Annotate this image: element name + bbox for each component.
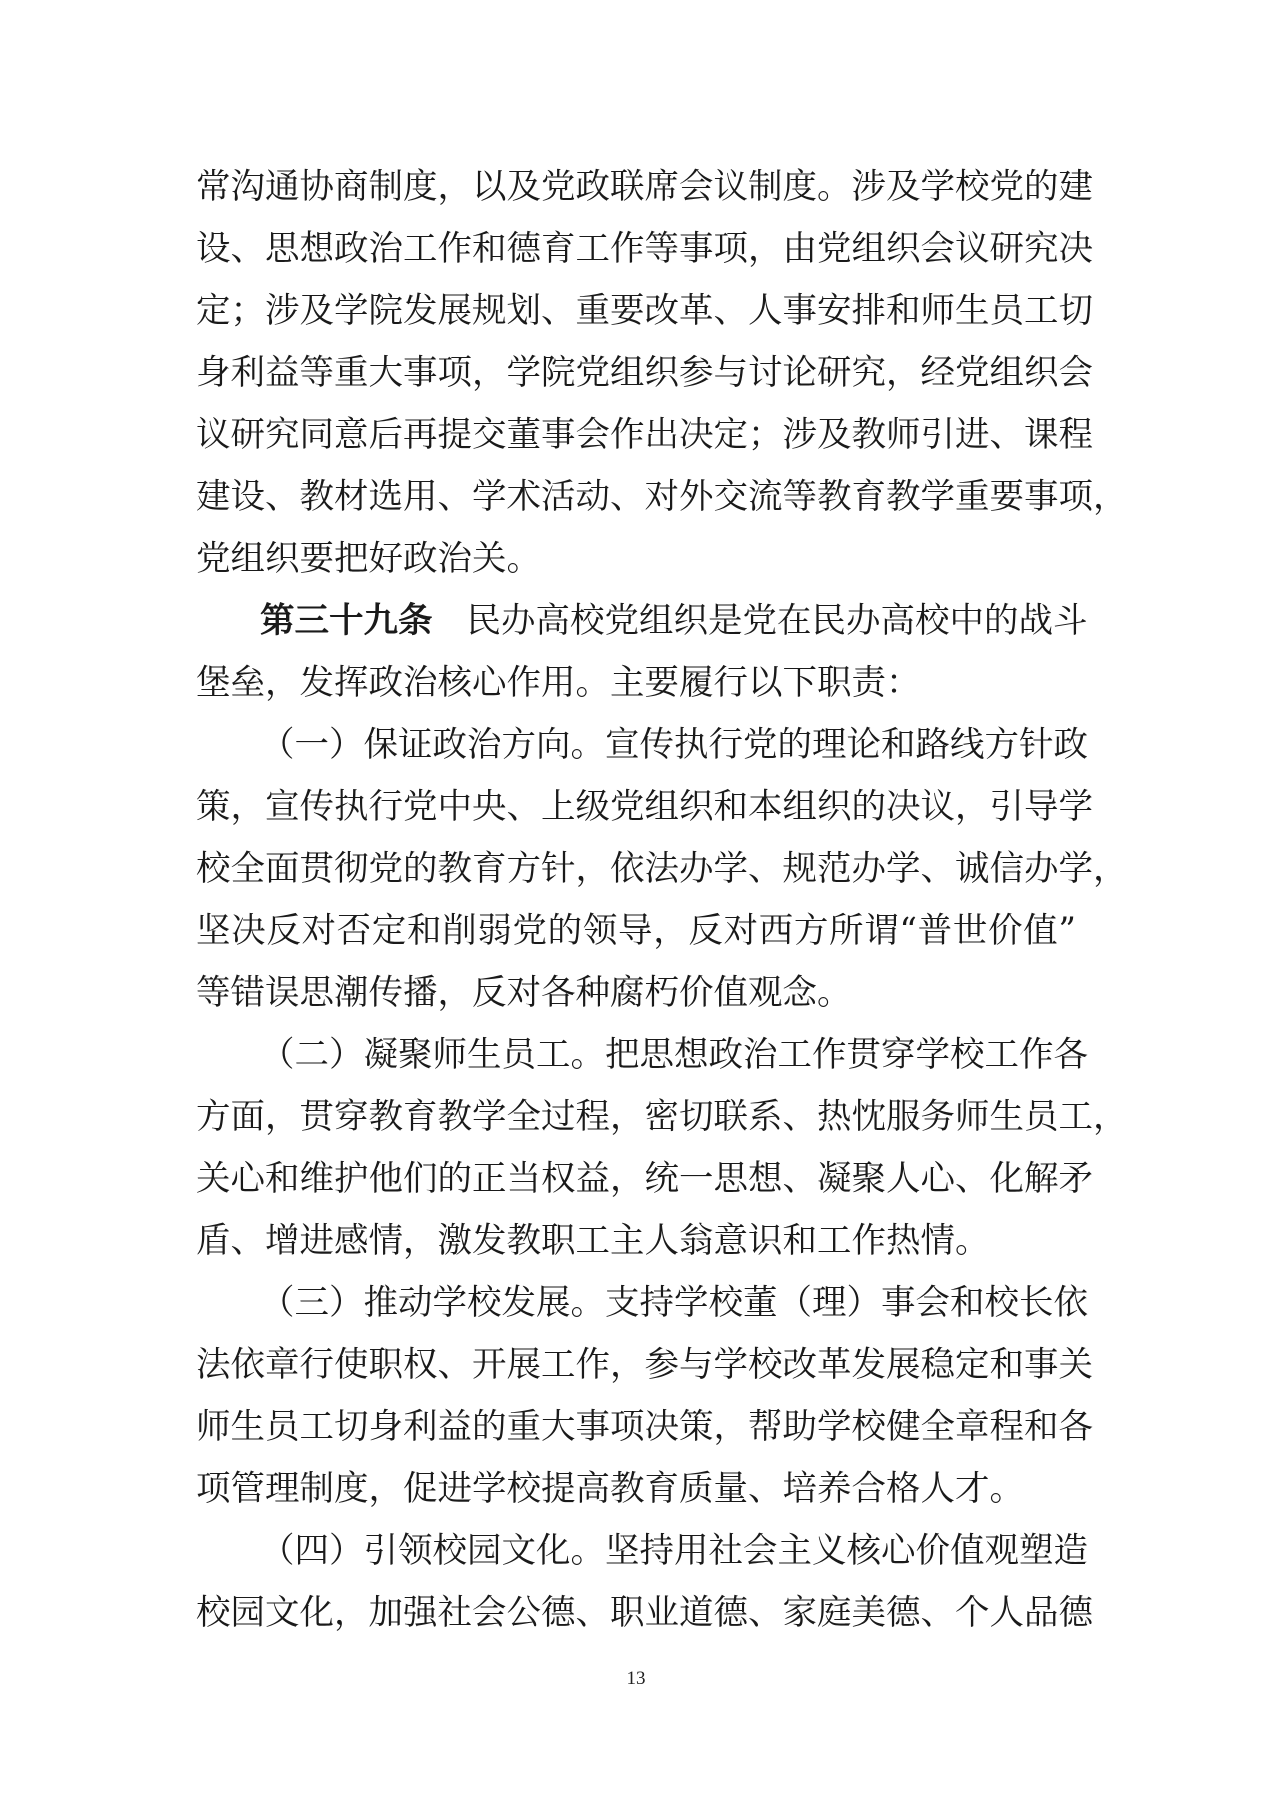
paragraph-line: 民办高校党组织是党在民办高校中的战斗	[466, 601, 1088, 641]
paragraph-line: （二）凝聚师生员工。把思想政治工作贯穿学校工作各	[260, 1035, 1088, 1075]
paragraph-line: 法依章行使职权、开展工作，参与学校改革发展稳定和事关	[196, 1345, 1093, 1385]
paragraph-line: （一）保证政治方向。宣传执行党的理论和路线方针政	[260, 725, 1088, 765]
paragraph-line: 关心和维护他们的正当权益，统一思想、凝聚人心、化解矛	[196, 1159, 1093, 1199]
paragraph-line: 建设、教材选用、学术活动、对外交流等教育教学重要事项，	[196, 477, 1128, 517]
paragraph-line: 等错误思潮传播，反对各种腐朽价值观念。	[196, 973, 852, 1013]
paragraph-line: 盾、增进感情，激发教职工主人翁意识和工作热情。	[196, 1221, 990, 1261]
paragraph-line: 师生员工切身利益的重大事项决策，帮助学校健全章程和各	[196, 1407, 1093, 1447]
article-heading: 第三十九条	[260, 601, 433, 641]
page-number: 13	[626, 1668, 646, 1689]
paragraph-line: （三）推动学校发展。支持学校董（理）事会和校长依	[260, 1283, 1088, 1323]
paragraph-line: 议研究同意后再提交董事会作出决定；涉及教师引进、课程	[196, 415, 1093, 455]
paragraph-line: 党组织要把好政治关。	[196, 539, 541, 579]
paragraph-line: 身利益等重大事项，学院党组织参与讨论研究，经党组织会	[196, 353, 1093, 393]
article-first-line	[260, 601, 1088, 641]
paragraph-line: 堡垒，发挥政治核心作用。主要履行以下职责：	[196, 663, 921, 703]
paragraph-line: 校园文化，加强社会公德、职业道德、家庭美德、个人品德	[196, 1593, 1093, 1633]
paragraph-line: 方面，贯穿教育教学全过程，密切联系、热忱服务师生员工，	[196, 1097, 1128, 1137]
paragraph-line: 项管理制度，促进学校提高教育质量、培养合格人才。	[196, 1469, 1024, 1509]
paragraph-line: 设、思想政治工作和德育工作等事项，由党组织会议研究决	[196, 229, 1093, 269]
paragraph-line: 定；涉及学院发展规划、重要改革、人事安排和师生员工切	[196, 291, 1093, 331]
paragraph-line: 策，宣传执行党中央、上级党组织和本组织的决议，引导学	[196, 787, 1093, 827]
paragraph-line: 校全面贯彻党的教育方针，依法办学、规范办学、诚信办学，	[196, 849, 1128, 889]
paragraph-line: （四）引领校园文化。坚持用社会主义核心价值观塑造	[260, 1531, 1088, 1571]
paragraph-line: 坚决反对否定和削弱党的领导，反对西方所谓“普世价值”	[196, 911, 1076, 951]
paragraph-line: 常沟通协商制度，以及党政联席会议制度。涉及学校党的建	[196, 167, 1093, 207]
